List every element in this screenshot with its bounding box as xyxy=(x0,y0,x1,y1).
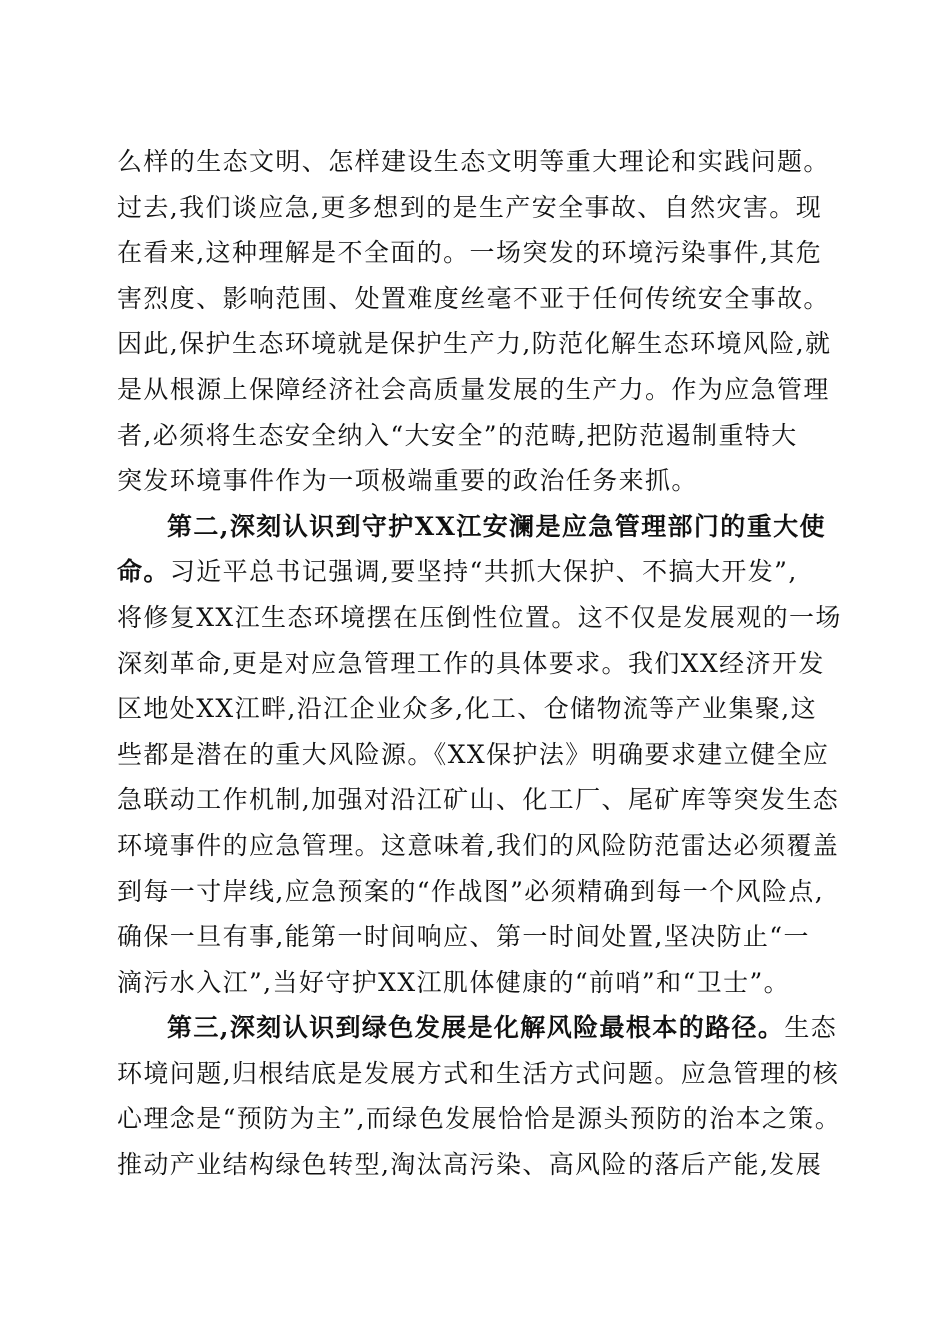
paragraph-1-line-5: 因此,保护生态环境就是保护生产力,防范化解生态环境风险,就 xyxy=(117,329,832,359)
paragraph-1-line-1: 么样的生态文明、怎样建设生态文明等重大理论和实践问题。 xyxy=(117,147,830,176)
paragraph-3-line-1-text: 生态 xyxy=(784,1013,838,1043)
paragraph-2-lead-end: 命。 xyxy=(117,557,170,587)
paragraph-2-line-2 xyxy=(117,549,837,595)
paragraph-2-line-8: 环境事件的应急管理。这意味着,我们的风险防范雷达必须覆盖 xyxy=(117,830,840,860)
paragraph-2-line-2-text: 习近平总书记强调,要坚持“共抓大保护、不搞大开发”, xyxy=(169,557,798,587)
paragraph-1-line-6: 是从根源上保障经济社会高质量发展的生产力。作为应急管理 xyxy=(117,374,830,404)
paragraph-1-line-7: 者,必须将生态安全纳入“大安全”的范畴,把防范遏制重特大 xyxy=(117,420,798,450)
paragraph-2-line-9: 到每一寸岸线,应急预案的“作战图”必须精确到每一个风险点, xyxy=(117,876,825,906)
paragraph-3-line-4: 推动产业结构绿色转型,淘汰高污染、高风险的落后产能,发展 xyxy=(117,1150,823,1180)
paragraph-1-line-8: 突发环境事件作为一项极端重要的政治任务来抓。 xyxy=(117,466,698,496)
paragraph-2-line-11: 滴污水入江”,当好守护XX江肌体健康的“前哨”和“卫士”。 xyxy=(117,967,791,997)
paragraph-2-line-10: 确保一旦有事,能第一时间响应、第一时间处置,坚决防止“一 xyxy=(117,922,810,952)
paragraph-2-line-6: 些都是潜在的重大风险源。《XX保护法》明确要求建立健全应 xyxy=(117,739,830,769)
paragraph-3-line-1 xyxy=(117,1005,837,1051)
body-text xyxy=(117,139,842,1188)
paragraph-2-lead: 第二,深刻认识到守护XX江安澜是应急管理部门的重大使 xyxy=(167,511,826,541)
paragraph-2-line-1 xyxy=(117,504,837,550)
paragraph-2-line-7: 急联动工作机制,加强对沿江矿山、化工厂、尾矿库等突发生态 xyxy=(117,785,840,815)
paragraph-3-line-2: 环境问题,归根结底是发展方式和生活方式问题。应急管理的核 xyxy=(117,1058,840,1088)
paragraph-2-line-4: 深刻革命,更是对应急管理工作的具体要求。我们XX经济开发 xyxy=(117,648,825,678)
paragraph-3-line-3: 心理念是“预防为主”,而绿色发展恰恰是源头预防的治本之策。 xyxy=(117,1104,842,1134)
paragraph-1-line-3: 在看来,这种理解是不全面的。一场突发的环境污染事件,其危 xyxy=(117,238,823,268)
paragraph-1-line-4: 害烈度、影响范围、处置难度丝毫不亚于任何传统安全事故。 xyxy=(117,283,830,313)
paragraph-2-line-5: 区地处XX江畔,沿江企业众多,化工、仓储物流等产业集聚,这 xyxy=(117,694,818,724)
paragraph-2-line-3: 将修复XX江生态环境摆在压倒性位置。这不仅是发展观的一场 xyxy=(117,602,842,632)
paragraph-3-lead: 第三,深刻认识到绿色发展是化解风险最根本的路径。 xyxy=(167,1013,785,1043)
paragraph-1-line-2: 过去,我们谈应急,更多想到的是生产安全事故、自然灾害。现 xyxy=(117,192,823,222)
